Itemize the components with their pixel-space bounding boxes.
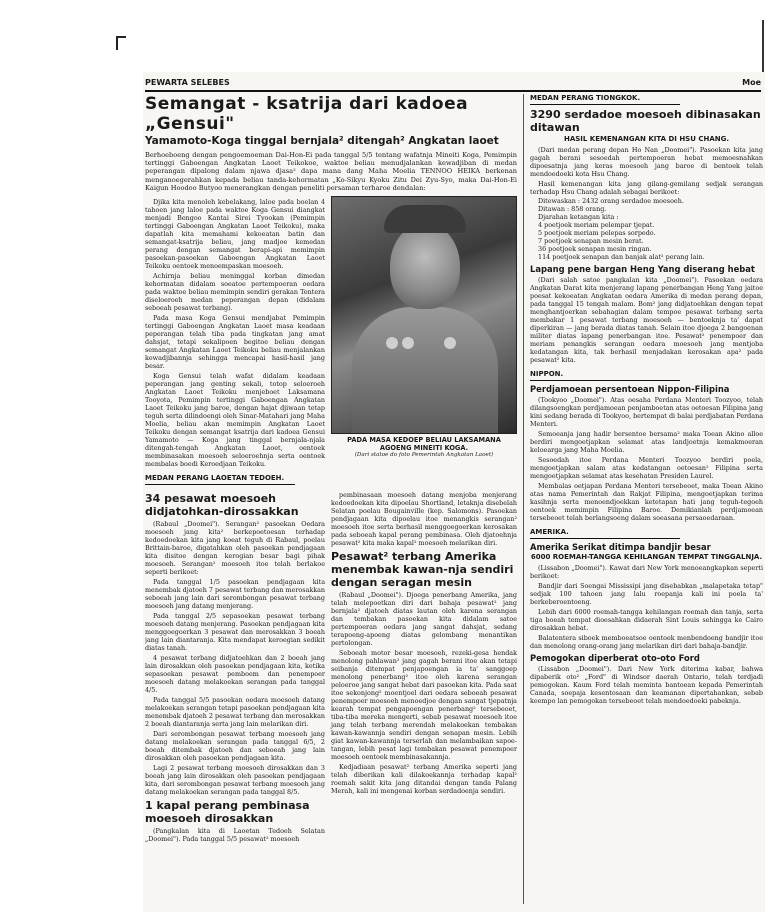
pacific-col-a [145, 489, 325, 843]
pacific-headline: 34 pesawat moesoeh didjatohkan-dirossakkan [145, 492, 299, 519]
pacific-paragraph: Dari serombongan pesawat terbang moesoeh jang datang melakoekan serangan pada tanggal 6/5, 2 boeah ditembak djatoeh dan seboeah jang lain dirosakkan oleh pasoekan pendjagaan kita. [145, 730, 325, 763]
pacific-paragraph: Lagi 2 pesawat terbang moesoeh dirosakkan dan 3 boeah jang lain dirosakkan oleh pasoekan pendjagaan kita, dari serombongan pesawat terbang moesoeh jang datang melakoekan serangan pada tanggal 8/5. [145, 764, 325, 797]
pacific-paragraph: Pada tanggal 5/5 pasoekan oedara moesoeh datang melakoekan serangan tetapi pasoekan pendjagaan kita menembak djatoeh 2 pesawat terbang dan merosakkan 2 boeah diantaranja serta jang lain melarikan diri. [145, 696, 325, 729]
lead-subhead: Yamamoto-Koga tinggal bernjala² ditengah² Angkatan laoet [145, 135, 499, 147]
pacific-paragraph: Pada tanggal 2/5 sepasoekan pesawat terbang moesoeh datang menjerang. Pasoekan pendjagaan kita menggoegoerkan 3 pesawat dan merosakkan 3 boeah jang lain diantaranja. Kita mendapat keroegian sedikit diatas tanah. [145, 612, 325, 653]
list-item: Ditewaskan : 2432 orang serdadoe moesoeh. [538, 197, 684, 205]
masthead-right: Moe [742, 78, 761, 87]
pacific-paragraph: (Rabaul „Doomei"). Djoega penerbang Amerika, jang telah melepoetkan diri dari bahaja pesawat² jang bernjala² djatoeh diatas lautan oleh karena serangan dan tembakan pasoekan kita didalam satoe pertempoeran oedara jang sangat dahsjat, sedang terapoeng-apoeng diatas gelombang menantikan pertolongan. [331, 591, 517, 648]
lead-paragraph: Koga Gensui telah wafat didalam keadaan peperangan jang genting sekali, totop seloeroeh Angkatan Laoet Teikoku menjeboet Laksamana Tooyota, Pemimpin tertinggi Gaboengan Angkatan Laoet Teikoku jang baroe, dengan hajat djiwaan tetap teguh serta dilindoengi oleh Sinar-Matahari jang Maha Moelia, beliau akan memimpin Angkatan Laoet Teikoku dengan semangat ksatrija dari kadoea Gensui Yamamoto — Koga jang tinggal bernjala-njala ditengah-tengah Angkatan Laoet, oentoek membinasakan moesoeh seloeroehnja serta oentoek membalas boedi Keroedjaan Teikoku. [145, 372, 325, 469]
amerika-paragraph: Balatentera siboek memboeatsoe oentoek menbendoeng bandjir itoe dan menolong orang-orang jang melarikan diri dari bahaja-bandjir. [530, 634, 763, 650]
list-item: 36 poetjoek senapan mesin ringan. [538, 245, 652, 253]
amerika-subhead: 6000 ROEMAH-TANGGA KEHILANGAN TEMPAT TINGGALNJA. [530, 553, 763, 561]
masthead [145, 76, 761, 90]
lead-intro: Berhoeboeng dengan pengoemoeman Dai-Hon-Ei pada tanggal 5/5 tentang wafatnja Mineiti Koga, Pemimpin tertinggi Gaboengan Angkatan Laoet Teikokoe, waktoe beliau menudjalankan kewadjiban di medan peperangan dipalong dalam njawa djasa² dapa mana dang Maha Moelia TENNOO HEIKA berkenan menganoegerahkan kepada beliau tanda-kehormatan „Ko-Sikyu Kyoku Zitu Dei Zyu-Syo, maka Dai-Hon-Ei Kaigun Hoodoo Butyoo menerangkan dengan peneliti persaman terharoe dendalan: [145, 151, 517, 192]
pacific-paragraph: pembinasaan moesoeh datang menjoba menjerang kedoedoekan kita dipoelau Shortland, letaknja disebelah Selatan poelau Bougainville (kep. Salomons). Pasoekan pendjagaan kita dipoelau itoe menangkis serangan² moesoeh itoe serta berhasil menggoegoerkan kerosakan pada seboeah kapal perang pembinasa. Oleh djatoehnja pesawat² kita maka kapal² moesoeh melarikan diri. [331, 491, 517, 548]
amerika-headline-2: Pemogokan diperberat oto-oto Ford [530, 653, 700, 663]
nippon-paragraph: Membalas oetjapan Perdana Menteri tersebeoet, maka Toean Akino atas nama Pemerintah dan Rakjat Filipina, mengoetjapkan terima kasihnja serta menoendjoekkan ketetapan hati jang teguh-tegoeh oentoek memimpin Filipina Baroe. Demikianlah perdjamoean tersebeoet telah berlangsoeng dalam soeasana persaoedaraan. [530, 482, 763, 522]
nippon-headline: Perdjamoean persentoean Nippon-Filipina [530, 384, 730, 394]
photo-caption: PADA MASA KEDOEP BELIAU LAKSAMANA AGOENG MINEITI KOGA. [347, 436, 501, 453]
amerika-paragraph: Bandjir dari Soengai Mississipi jang disebabkan „malapetaka tetap" sedjak 100 tahoen jang lalu roepanja kali ini poela ta' berkeberoentoeng. [530, 582, 763, 606]
lead-col-b [331, 196, 517, 468]
china-headline: 3290 serdadoe moesoeh dibinasakan ditawan [530, 108, 761, 134]
amerika-paragraph: (Lissabon „Doomei"). Kawat dari New York menoeangkapkan seperti berikoet: [530, 564, 763, 580]
newspaper-page [143, 72, 765, 912]
china-paragraph: (Dari medan perang depan Ho Nan „Doomei"). Pasoekan kita jang gagah berani sesoedah pertempoeran hebat memoesnahkan dipoesatnja jang keras moesoeh jang baroe di bentoek telah mendoedoeki kota Hsu Chang. [530, 146, 763, 178]
left-column [145, 94, 517, 904]
section-china: MEDAN PERANG TIONGKOK. [530, 94, 680, 105]
right-column [523, 94, 763, 904]
nippon-paragraph: (Tookyoo „Doomei"). Atas oesaha Perdana Menteri Toozyoo, telah dilangsoengkan perdjamoean penjamboetan atas oetoesan Filipina jang kini sedang berada di Tookyoo, bertempat di balai perdjabatan Perdana Menteri. [530, 396, 763, 428]
china-subhead: HASIL KEMENANGAN KITA DI HSU CHANG. [563, 135, 730, 143]
photo-credit: (Dari statoe do foto Pemerintah Angkatan Laoet) [354, 452, 494, 459]
list-item: 5 poetjoek meriam pelepas sorpedo. [538, 229, 656, 237]
list-item: Ditawan : 858 orang. [538, 205, 607, 213]
section-pacific: MEDAN PERANG LAOETAN TEDOEH. [145, 474, 295, 485]
photo-medal [444, 337, 456, 349]
pacific-paragraph: 4 pesawat terbang didjatoehkan dan 2 boeah jang lain dirosakkan oleh pasoekan pendjagaan kita, ketika sepasoekan pesawat pemboem dan penempoer moesoeh datang melakoekan serangan pada tanggal 4/5. [145, 654, 325, 695]
photo-coat [352, 307, 498, 433]
lead-paragraph: Djika kita menoleh kebelakang, laloe pada boelan 4 tahoen jang laloe pada waktoe Koga Gensui diangkat menjadi Bengoo Kantai Sirei Tyookan (Pemimpin tertinggi Gaboengan Angkatan Laoet Teikoku), maka dapatlah kita memahami kekoeatan batin dan semangat-ksatrija beliau, jang madjoe kemedan perang dengan semangat berapi-api memimpin pasoekan-pasoekan Gaboengan Angkatan Laoet Teikoku oentoek menoempaskan moesoeh. [145, 198, 325, 271]
pacific-headline-2: Pesawat² terbang Amerika menembak kawan-nja sendiri dengan seragan mesin [331, 550, 514, 590]
china-paragraph: Hasil kemenangan kita jang gilang-gemilang sedjak serangan terhadap Hsu Chang adalah sebagai berikoet: [530, 180, 763, 196]
pacific-paragraph: Seboeah motor besar moesoeh, rezeki-gesa hendak menolong pahlawan² jang gagah berani itoe akan tetapi seibanja ditempat penjapoengan ia ta' sanggoep menolong penerbang² itoe oleh karena serangan peloeroe jang sangat hebat dari pasoekan kita. Pada saat itoe sekonjong² moentjoel dari oedara seboeah pesawat penempoer moesoeh menoedjoe dengan sangat tjepatnja kearah tempat pengapoengan penerbang² tersebeoet, tiba-tiba mereka mengerti, sebab pesawat moesoeh itoe jang telah terbang merendah melakoekan tembakan kawan-kawannja sendiri dengan senapan mesin. Lebih giat kawan-kawannja terserlah dan melambaikan sapoe-tangan, lebih pesat lagi tembakan pesawat penempoer moesoeh oentoek membinasakannja. [331, 649, 517, 762]
lead-body [145, 196, 517, 468]
china-headline-2: Lapang pene bargan Heng Yang diserang hebat [530, 264, 755, 274]
pacific-headline-3: 1 kapal perang pembinasa moesoeh dirosakkan [145, 799, 310, 826]
portrait-photo [331, 196, 517, 434]
nippon-paragraph: Semoeanja jang hadir bersentoe bersama² maka Toean Akino alloe berdiri mengoetjapkan selamat atas landjoetnja kemakmoeran keloearga jang Maha Moelia. [530, 430, 763, 454]
pacific-body [145, 489, 517, 843]
list-item: 114 poetjoek senapan dan banjak alat² perang lain. [538, 253, 705, 261]
pacific-paragraph: Pada tanggal 1/5 pasoekan pendjagaan kita menembak djatoeh 7 pesawat terbang dan merosakkan seboeah jang lain dari serombongan pesawat terbang moesoeh jang datang menjerang. [145, 578, 325, 611]
pacific-col-b [331, 489, 517, 843]
amerika-paragraph: Lebih dari 6000 roemah-tangga kehilangan roemah dan tanja, serta tiga boeah tempat dioesahkan didaerah Sint Louis sehingga ke Cairo dirosakkan hebat. [530, 608, 763, 632]
photo-cap [384, 205, 466, 233]
photo-medal [386, 337, 398, 349]
list-item: 4 poetjoek meriam pelempar tjepat. [538, 221, 655, 229]
pacific-paragraph: Kedjadiaan pesawat² terbang Amerika seperti jang telah diberikan kali dilakoekannja terhadap kapal² roemah sakit kita jang ditandai dengan tanda Palang Merah, kali ini mengenai korban serdadoenja sendiri. [331, 763, 517, 796]
list-item: Djarahan ketangan kita : [538, 213, 619, 221]
list-item: 7 poetjoek senapan mesin berat. [538, 237, 644, 245]
pacific-paragraph: (Rabaul „Doomei"). Serangan² pasoekan Oedara moesoeh jang kita² berkepoetoesan terhadap kedoedoekan kita jang koeat teguh di Rabaul, poelau Brittain-baroe, digatahkan oleh pasoekan pendjagaan kita disitoe dengan kerogian besar bagi pihak moesoeh. Serangan² moesoeh itoe telah berlakoe seperti berikoet: [145, 520, 325, 577]
china-paragraph: (Dari salah satoe pangkalan kita „Doomei"). Pasoekan oedara Angkatan Darat kita menjerang lapang penerbangan Heng Yang jaitoe poesat kekoeatan Angkatan oedara Amerika di medan perang depan, pada tanggal 15 tengah malam. Bom² jang didjatoehkan dengan tepat menghantjoerkan sebahagian dalam tempoe pesawat terbang serta membakar 1 pesawat terbang moesoeh — bentoeknja ta' dapat diperkiran — jang berada diatas tanah. Selain itoe djoega 2 bangoenan militer diatas lapang penerbangan itoe. Pesawat² penempoer dan meriam penangkis serangan oedara moesoeh jang mentjoba kedatangan kita, tak berhasil menjadakan kerosakan apa² pada pesawat² kita. [530, 276, 763, 364]
lead-paragraph: Achirnja beliau meninggal korban dimedan kehormatan didalam soeatoe pertempoeran oedara pada waktoe beliau memimpin sendiri gerakan Tentera diseloeroeh medan peperangan depan (didalam seboeah pesawat terbang). [145, 272, 325, 313]
amerika-paragraph: (Lissabon „Doomei"). Dari New York diterima kabar, bahwa dipaberik oto² „Ford" di Windsor daerah Ontario, telah terdjadi pemogokan. Kaum Ford telah meminta bantoean kepada Pemerintah Canada, soepaja kesentosaan dan keamanan dipertahankan, sebab keempo lan pemogokan tersebeoet telah mendoedoeki pabeknja. [530, 665, 763, 705]
crop-mark [116, 36, 126, 50]
masthead-rule [145, 90, 761, 92]
section-amerika: AMERIKA. [530, 528, 680, 539]
section-nippon: NIPPON. [530, 370, 680, 381]
nippon-paragraph: Sesoedah itoe Perdana Menteri Toozyoo berdiri poela, mengoetjapkan salam atas kedatangan oetoesan² Filipina serta mengoetjapkan selamat atas kesehatan Presiden Laurel. [530, 456, 763, 480]
amerika-headline: Amerika Serikat ditimpa bandjir besar [530, 542, 711, 552]
lead-paragraph: Pada masa Koga Gensui mendjabat Pemimpin tertinggi Gaboengan Angkatan Laoet masa keadaan peperangan telah tiba pada tingkatan jang amat dahsjat, tetapi sekalipoen begitoe beliau dengan semangat Angkatan Laoet Teikoku beliau menjalankan kewadjibannja sehingga mencapai hasil-hasil jang besar. [145, 314, 325, 371]
lead-col-a [145, 196, 325, 468]
masthead-title: PEWARTA SELEBES [145, 78, 230, 87]
pacific-paragraph: (Pangkalan kita di Laoetan Tedoeh Selatan „Doomei"). Pada tanggal 5/5 pesawat² moesoeh [145, 827, 325, 844]
photo-face [390, 223, 460, 309]
lead-headline: Semangat - ksatrija dari kadoea „Gensui" [145, 94, 469, 134]
china-spoils-list [530, 197, 763, 261]
photo-medal [402, 337, 414, 349]
